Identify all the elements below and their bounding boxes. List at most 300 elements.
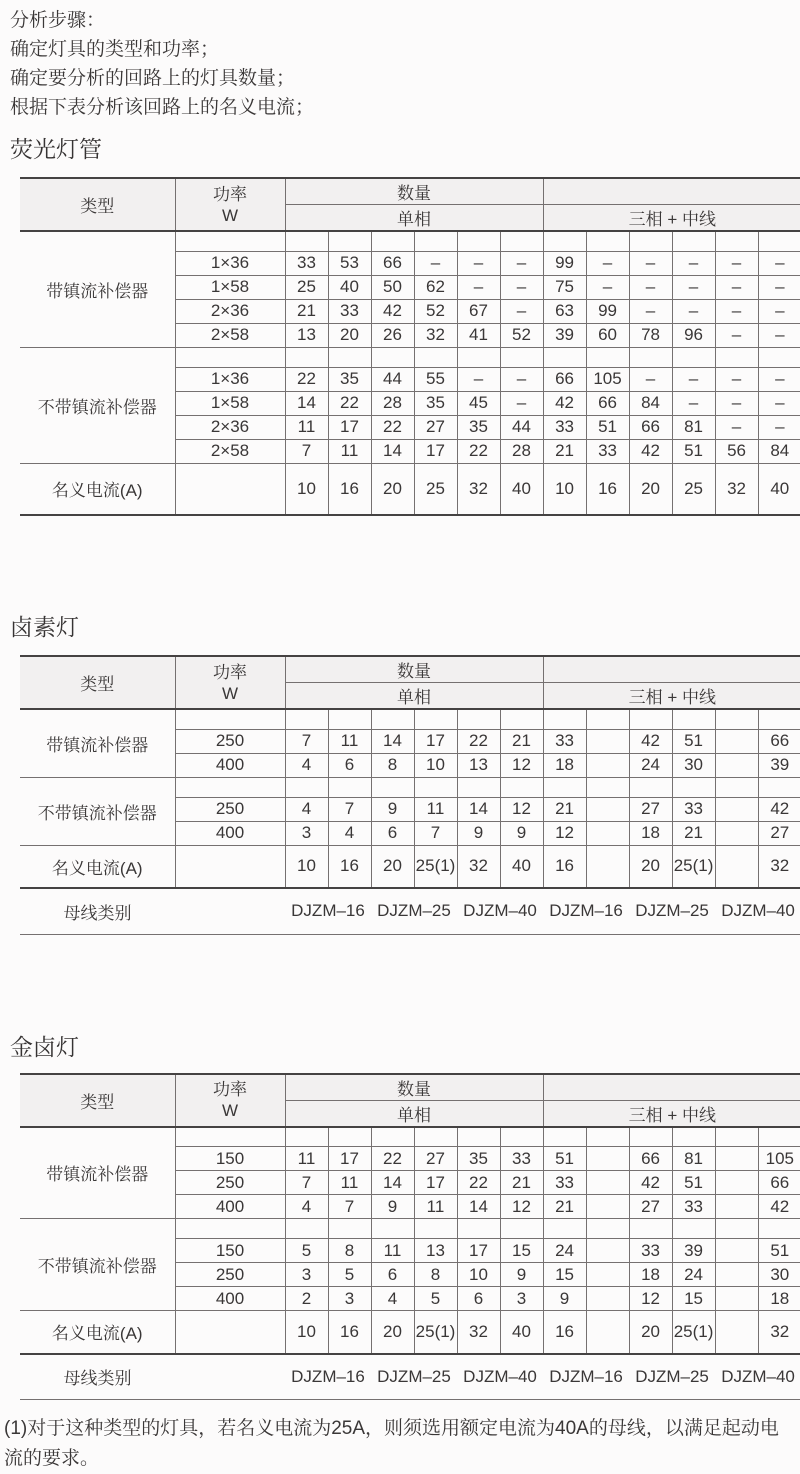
three-phase-header: 三相 + 中线 bbox=[543, 683, 800, 710]
value-cell: 12 bbox=[500, 753, 543, 777]
nominal-current-label: 名义电流(A) bbox=[20, 463, 175, 515]
value-cell: 24 bbox=[672, 1263, 715, 1287]
value-cell: 9 bbox=[457, 821, 500, 845]
value-cell: 52 bbox=[500, 323, 543, 347]
empty-cell bbox=[586, 1195, 629, 1219]
value-cell: 11 bbox=[414, 1195, 457, 1219]
value-cell: – bbox=[715, 275, 758, 299]
spacer-cell bbox=[457, 777, 500, 797]
value-cell: 6 bbox=[371, 821, 414, 845]
spacer-cell bbox=[285, 231, 328, 251]
value-cell: – bbox=[672, 299, 715, 323]
quantity-header-blank bbox=[543, 178, 800, 205]
power-column-header: 功率 W bbox=[175, 178, 285, 231]
value-cell: 35 bbox=[457, 1147, 500, 1171]
value-cell: 42 bbox=[629, 439, 672, 463]
power-cell: 150 bbox=[175, 1239, 285, 1263]
single-phase-header: 单相 bbox=[285, 683, 543, 710]
value-cell: 33 bbox=[543, 415, 586, 439]
empty-cell bbox=[586, 1171, 629, 1195]
fluorescent-table bbox=[0, 177, 800, 516]
empty-cell bbox=[586, 729, 629, 753]
value-cell: 21 bbox=[672, 821, 715, 845]
spacer-cell bbox=[414, 709, 457, 729]
spacer-cell bbox=[414, 1127, 457, 1147]
spacer-cell bbox=[285, 347, 328, 367]
value-cell: 5 bbox=[328, 1263, 371, 1287]
value-cell: 12 bbox=[629, 1287, 672, 1311]
nominal-current-value: 10 bbox=[285, 1311, 328, 1354]
spacer-cell bbox=[414, 231, 457, 251]
nominal-current-value: 16 bbox=[586, 463, 629, 515]
nominal-current-value: 25(1) bbox=[672, 845, 715, 888]
value-cell: 60 bbox=[586, 323, 629, 347]
fluorescent-section-title: 荧光灯管 bbox=[10, 136, 102, 162]
value-cell: 6 bbox=[457, 1287, 500, 1311]
spacer-cell bbox=[285, 709, 328, 729]
power-cell: 2×58 bbox=[175, 323, 285, 347]
spacer-cell bbox=[285, 1127, 328, 1147]
value-cell: 51 bbox=[672, 439, 715, 463]
value-cell: 7 bbox=[328, 797, 371, 821]
value-cell: – bbox=[586, 251, 629, 275]
spacer-cell bbox=[672, 709, 715, 729]
value-cell: 6 bbox=[371, 1263, 414, 1287]
value-cell: – bbox=[629, 299, 672, 323]
empty-cell bbox=[715, 1195, 758, 1219]
value-cell: 105 bbox=[586, 367, 629, 391]
value-cell: 33 bbox=[543, 1171, 586, 1195]
value-cell: 9 bbox=[371, 797, 414, 821]
value-cell: – bbox=[500, 251, 543, 275]
empty-cell bbox=[715, 845, 758, 888]
value-cell: 18 bbox=[543, 753, 586, 777]
value-cell: 21 bbox=[543, 797, 586, 821]
empty-cell bbox=[715, 821, 758, 845]
document-page bbox=[0, 6, 800, 1469]
value-cell: 32 bbox=[414, 323, 457, 347]
value-cell: 12 bbox=[500, 1195, 543, 1219]
metal-halide-table bbox=[0, 1073, 800, 1401]
value-cell: 35 bbox=[414, 391, 457, 415]
busbar-type-value: DJZM–25 bbox=[371, 1354, 457, 1400]
spacer-cell bbox=[371, 709, 414, 729]
spacer-cell bbox=[629, 709, 672, 729]
value-cell: 3 bbox=[500, 1287, 543, 1311]
value-cell: 44 bbox=[500, 415, 543, 439]
value-cell: – bbox=[715, 367, 758, 391]
value-cell: – bbox=[500, 275, 543, 299]
value-cell: 27 bbox=[629, 1195, 672, 1219]
three-phase-header: 三相 + 中线 bbox=[543, 1100, 800, 1127]
nominal-current-value: 40 bbox=[500, 845, 543, 888]
spacer-cell bbox=[672, 1219, 715, 1239]
busbar-type-value: DJZM–25 bbox=[629, 888, 715, 934]
spacer-cell bbox=[175, 1354, 285, 1400]
value-cell: 40 bbox=[328, 275, 371, 299]
value-cell: 99 bbox=[543, 251, 586, 275]
empty-cell bbox=[586, 821, 629, 845]
nominal-current-value: 16 bbox=[543, 1311, 586, 1354]
power-cell: 1×58 bbox=[175, 391, 285, 415]
power-cell: 1×36 bbox=[175, 367, 285, 391]
busbar-type-value: DJZM–16 bbox=[285, 1354, 371, 1400]
value-cell: – bbox=[715, 415, 758, 439]
spacer-cell bbox=[285, 777, 328, 797]
spacer-cell bbox=[371, 231, 414, 251]
value-cell: 35 bbox=[328, 367, 371, 391]
nominal-current-label: 名义电流(A) bbox=[20, 1311, 175, 1354]
value-cell: 51 bbox=[672, 1171, 715, 1195]
spacer-cell bbox=[371, 347, 414, 367]
spacer-cell bbox=[500, 347, 543, 367]
empty-cell bbox=[715, 753, 758, 777]
nominal-current-value: 20 bbox=[371, 845, 414, 888]
spacer-cell bbox=[758, 231, 800, 251]
value-cell: 99 bbox=[586, 299, 629, 323]
spacer-cell bbox=[175, 347, 285, 367]
value-cell: – bbox=[672, 391, 715, 415]
spacer-cell bbox=[371, 1219, 414, 1239]
value-cell: 8 bbox=[328, 1239, 371, 1263]
value-cell: – bbox=[758, 251, 800, 275]
value-cell: 50 bbox=[371, 275, 414, 299]
quantity-header: 数量 bbox=[285, 178, 543, 205]
nominal-current-value: 16 bbox=[328, 1311, 371, 1354]
value-cell: 66 bbox=[758, 729, 800, 753]
power-column-header: 功率 W bbox=[175, 656, 285, 709]
quantity-header-blank bbox=[543, 1074, 800, 1101]
spacer-cell bbox=[758, 1127, 800, 1147]
value-cell: 20 bbox=[328, 323, 371, 347]
value-cell: 22 bbox=[371, 415, 414, 439]
value-cell: – bbox=[629, 275, 672, 299]
value-cell: – bbox=[457, 251, 500, 275]
value-cell: 12 bbox=[543, 821, 586, 845]
value-cell: – bbox=[500, 299, 543, 323]
nominal-current-value: 10 bbox=[543, 463, 586, 515]
spacer-cell bbox=[715, 1127, 758, 1147]
spacer-cell bbox=[175, 709, 285, 729]
value-cell: 81 bbox=[672, 1147, 715, 1171]
value-cell: 11 bbox=[285, 1147, 328, 1171]
empty-cell bbox=[715, 1147, 758, 1171]
value-cell: 51 bbox=[543, 1147, 586, 1171]
busbar-label: 母线类别 bbox=[20, 888, 175, 934]
empty-cell bbox=[586, 1311, 629, 1354]
spacer-cell bbox=[715, 231, 758, 251]
analysis-steps bbox=[10, 6, 800, 122]
empty-cell bbox=[586, 845, 629, 888]
metal-halide-section-title: 金卤灯 bbox=[10, 1033, 79, 1060]
value-cell: 33 bbox=[500, 1147, 543, 1171]
value-cell: 67 bbox=[457, 299, 500, 323]
nominal-current-value: 16 bbox=[328, 463, 371, 515]
value-cell: – bbox=[672, 275, 715, 299]
nominal-current-value: 25 bbox=[672, 463, 715, 515]
section-label: 带镇流补偿器 bbox=[20, 709, 175, 777]
spacer-cell bbox=[586, 777, 629, 797]
value-cell: 22 bbox=[371, 1147, 414, 1171]
value-cell: 4 bbox=[285, 753, 328, 777]
value-cell: 14 bbox=[457, 797, 500, 821]
value-cell: 4 bbox=[328, 821, 371, 845]
three-phase-header: 三相 + 中线 bbox=[543, 205, 800, 232]
value-cell: 66 bbox=[586, 391, 629, 415]
value-cell: 11 bbox=[328, 1171, 371, 1195]
spacer-cell bbox=[543, 777, 586, 797]
intro-line: 确定灯具的类型和功率； bbox=[10, 39, 220, 60]
value-cell: 14 bbox=[457, 1195, 500, 1219]
power-cell: 400 bbox=[175, 1287, 285, 1311]
value-cell: 24 bbox=[629, 753, 672, 777]
busbar-label: 母线类别 bbox=[20, 1354, 175, 1400]
spacer-cell bbox=[328, 347, 371, 367]
value-cell: 8 bbox=[414, 1263, 457, 1287]
empty-cell bbox=[715, 1171, 758, 1195]
power-cell: 2×58 bbox=[175, 439, 285, 463]
value-cell: 7 bbox=[285, 729, 328, 753]
section-label: 不带镇流补偿器 bbox=[20, 347, 175, 463]
empty-cell bbox=[715, 1311, 758, 1354]
value-cell: – bbox=[629, 367, 672, 391]
value-cell: – bbox=[457, 275, 500, 299]
value-cell: 7 bbox=[285, 439, 328, 463]
spacer-cell bbox=[715, 1219, 758, 1239]
spacer-cell bbox=[414, 1219, 457, 1239]
nominal-current-value: 20 bbox=[629, 463, 672, 515]
value-cell: 26 bbox=[371, 323, 414, 347]
spacer-cell bbox=[175, 1127, 285, 1147]
value-cell: 42 bbox=[629, 1171, 672, 1195]
value-cell: 55 bbox=[414, 367, 457, 391]
value-cell: 42 bbox=[758, 797, 800, 821]
halogen-table bbox=[0, 655, 800, 935]
power-column-header: 功率 W bbox=[175, 1074, 285, 1127]
busbar-type-value: DJZM–40 bbox=[715, 888, 800, 934]
spacer-cell bbox=[175, 845, 285, 888]
spacer-cell bbox=[328, 709, 371, 729]
value-cell: 42 bbox=[629, 729, 672, 753]
spacer-cell bbox=[371, 1127, 414, 1147]
value-cell: 51 bbox=[586, 415, 629, 439]
spacer-cell bbox=[586, 231, 629, 251]
value-cell: 9 bbox=[500, 821, 543, 845]
nominal-current-value: 16 bbox=[543, 845, 586, 888]
spacer-cell bbox=[500, 709, 543, 729]
value-cell: 18 bbox=[758, 1287, 800, 1311]
section-label: 带镇流补偿器 bbox=[20, 1127, 175, 1219]
nominal-current-value: 10 bbox=[285, 845, 328, 888]
value-cell: 7 bbox=[414, 821, 457, 845]
single-phase-header: 单相 bbox=[285, 205, 543, 232]
value-cell: 11 bbox=[371, 1239, 414, 1263]
quantity-header: 数量 bbox=[285, 1074, 543, 1101]
busbar-type-value: DJZM–16 bbox=[543, 888, 629, 934]
value-cell: 13 bbox=[457, 753, 500, 777]
value-cell: – bbox=[758, 391, 800, 415]
power-cell: 1×36 bbox=[175, 251, 285, 275]
value-cell: 33 bbox=[586, 439, 629, 463]
value-cell: 33 bbox=[629, 1239, 672, 1263]
value-cell: 62 bbox=[414, 275, 457, 299]
value-cell: 42 bbox=[543, 391, 586, 415]
value-cell: 33 bbox=[672, 1195, 715, 1219]
value-cell: 27 bbox=[758, 821, 800, 845]
value-cell: 42 bbox=[758, 1195, 800, 1219]
value-cell: 21 bbox=[500, 1171, 543, 1195]
spacer-cell bbox=[672, 777, 715, 797]
busbar-type-value: DJZM–25 bbox=[629, 1354, 715, 1400]
value-cell: 6 bbox=[328, 753, 371, 777]
value-cell: 22 bbox=[457, 729, 500, 753]
lamp-data-table bbox=[20, 1073, 800, 1401]
spacer-cell bbox=[328, 231, 371, 251]
value-cell: 33 bbox=[328, 299, 371, 323]
spacer-cell bbox=[758, 777, 800, 797]
empty-cell bbox=[586, 1263, 629, 1287]
value-cell: 11 bbox=[328, 439, 371, 463]
spacer-cell bbox=[175, 1219, 285, 1239]
busbar-type-value: DJZM–16 bbox=[285, 888, 371, 934]
value-cell: 15 bbox=[543, 1263, 586, 1287]
spacer-cell bbox=[586, 1127, 629, 1147]
value-cell: 28 bbox=[500, 439, 543, 463]
power-cell: 250 bbox=[175, 1263, 285, 1287]
spacer-cell bbox=[586, 347, 629, 367]
lamp-data-table bbox=[20, 177, 800, 516]
spacer-cell bbox=[758, 347, 800, 367]
spacer-cell bbox=[672, 1127, 715, 1147]
value-cell: 39 bbox=[543, 323, 586, 347]
value-cell: 5 bbox=[414, 1287, 457, 1311]
empty-cell bbox=[586, 1287, 629, 1311]
power-cell: 2×36 bbox=[175, 415, 285, 439]
section-label: 带镇流补偿器 bbox=[20, 231, 175, 347]
value-cell: 33 bbox=[672, 797, 715, 821]
section-label: 不带镇流补偿器 bbox=[20, 1219, 175, 1311]
value-cell: 30 bbox=[758, 1263, 800, 1287]
value-cell: – bbox=[758, 323, 800, 347]
nominal-current-value: 32 bbox=[758, 845, 800, 888]
value-cell: 66 bbox=[629, 415, 672, 439]
value-cell: – bbox=[500, 391, 543, 415]
nominal-current-value: 40 bbox=[758, 463, 800, 515]
nominal-current-value: 32 bbox=[457, 463, 500, 515]
value-cell: 63 bbox=[543, 299, 586, 323]
power-cell: 400 bbox=[175, 821, 285, 845]
spacer-cell bbox=[175, 777, 285, 797]
nominal-current-value: 25(1) bbox=[414, 1311, 457, 1354]
value-cell: – bbox=[500, 367, 543, 391]
nominal-current-value: 20 bbox=[371, 463, 414, 515]
value-cell: 84 bbox=[758, 439, 800, 463]
value-cell: 10 bbox=[414, 753, 457, 777]
value-cell: 78 bbox=[629, 323, 672, 347]
busbar-type-value: DJZM–40 bbox=[457, 888, 543, 934]
value-cell: 17 bbox=[414, 1171, 457, 1195]
value-cell: – bbox=[758, 299, 800, 323]
spacer-cell bbox=[175, 463, 285, 515]
spacer-cell bbox=[328, 777, 371, 797]
power-cell: 400 bbox=[175, 753, 285, 777]
nominal-current-value: 32 bbox=[758, 1311, 800, 1354]
empty-cell bbox=[715, 1263, 758, 1287]
value-cell: – bbox=[758, 275, 800, 299]
intro-line: 确定要分析的回路上的灯具数量； bbox=[10, 68, 296, 89]
value-cell: 35 bbox=[457, 415, 500, 439]
value-cell: 9 bbox=[543, 1287, 586, 1311]
value-cell: 21 bbox=[500, 729, 543, 753]
value-cell: 45 bbox=[457, 391, 500, 415]
section-label: 不带镇流补偿器 bbox=[20, 777, 175, 845]
power-cell: 2×36 bbox=[175, 299, 285, 323]
quantity-header-blank bbox=[543, 656, 800, 683]
value-cell: 17 bbox=[328, 1147, 371, 1171]
value-cell: 17 bbox=[414, 729, 457, 753]
nominal-current-value: 25 bbox=[414, 463, 457, 515]
value-cell: 21 bbox=[285, 299, 328, 323]
nominal-current-value: 16 bbox=[328, 845, 371, 888]
value-cell: 8 bbox=[371, 753, 414, 777]
value-cell: 14 bbox=[371, 439, 414, 463]
value-cell: 3 bbox=[328, 1287, 371, 1311]
value-cell: – bbox=[715, 251, 758, 275]
value-cell: 27 bbox=[414, 415, 457, 439]
value-cell: 22 bbox=[457, 439, 500, 463]
spacer-cell bbox=[457, 709, 500, 729]
value-cell: 7 bbox=[285, 1171, 328, 1195]
value-cell: 3 bbox=[285, 1263, 328, 1287]
intro-line: 根据下表分析该回路上的名义电流； bbox=[10, 97, 315, 118]
single-phase-header: 单相 bbox=[285, 1100, 543, 1127]
type-column-header: 类型 bbox=[20, 178, 175, 231]
value-cell: – bbox=[758, 367, 800, 391]
nominal-current-value: 32 bbox=[457, 845, 500, 888]
value-cell: 105 bbox=[758, 1147, 800, 1171]
value-cell: 21 bbox=[543, 439, 586, 463]
spacer-cell bbox=[457, 347, 500, 367]
spacer-cell bbox=[758, 709, 800, 729]
empty-cell bbox=[586, 753, 629, 777]
value-cell: 9 bbox=[371, 1195, 414, 1219]
nominal-current-value: 20 bbox=[629, 1311, 672, 1354]
value-cell: – bbox=[672, 251, 715, 275]
nominal-current-value: 32 bbox=[715, 463, 758, 515]
spacer-cell bbox=[371, 777, 414, 797]
value-cell: 56 bbox=[715, 439, 758, 463]
spacer-cell bbox=[543, 347, 586, 367]
spacer-cell bbox=[629, 231, 672, 251]
value-cell: 10 bbox=[457, 1263, 500, 1287]
value-cell: 39 bbox=[758, 753, 800, 777]
busbar-type-value: DJZM–16 bbox=[543, 1354, 629, 1400]
value-cell: 25 bbox=[285, 275, 328, 299]
spacer-cell bbox=[629, 1127, 672, 1147]
value-cell: 66 bbox=[543, 367, 586, 391]
value-cell: 4 bbox=[285, 797, 328, 821]
spacer-cell bbox=[457, 1219, 500, 1239]
spacer-cell bbox=[715, 347, 758, 367]
value-cell: 22 bbox=[328, 391, 371, 415]
value-cell: 33 bbox=[285, 251, 328, 275]
value-cell: – bbox=[758, 415, 800, 439]
value-cell: 84 bbox=[629, 391, 672, 415]
lamp-data-table bbox=[20, 655, 800, 935]
intro-line: 分析步骤： bbox=[10, 10, 106, 31]
power-cell: 250 bbox=[175, 729, 285, 753]
spacer-cell bbox=[586, 1219, 629, 1239]
